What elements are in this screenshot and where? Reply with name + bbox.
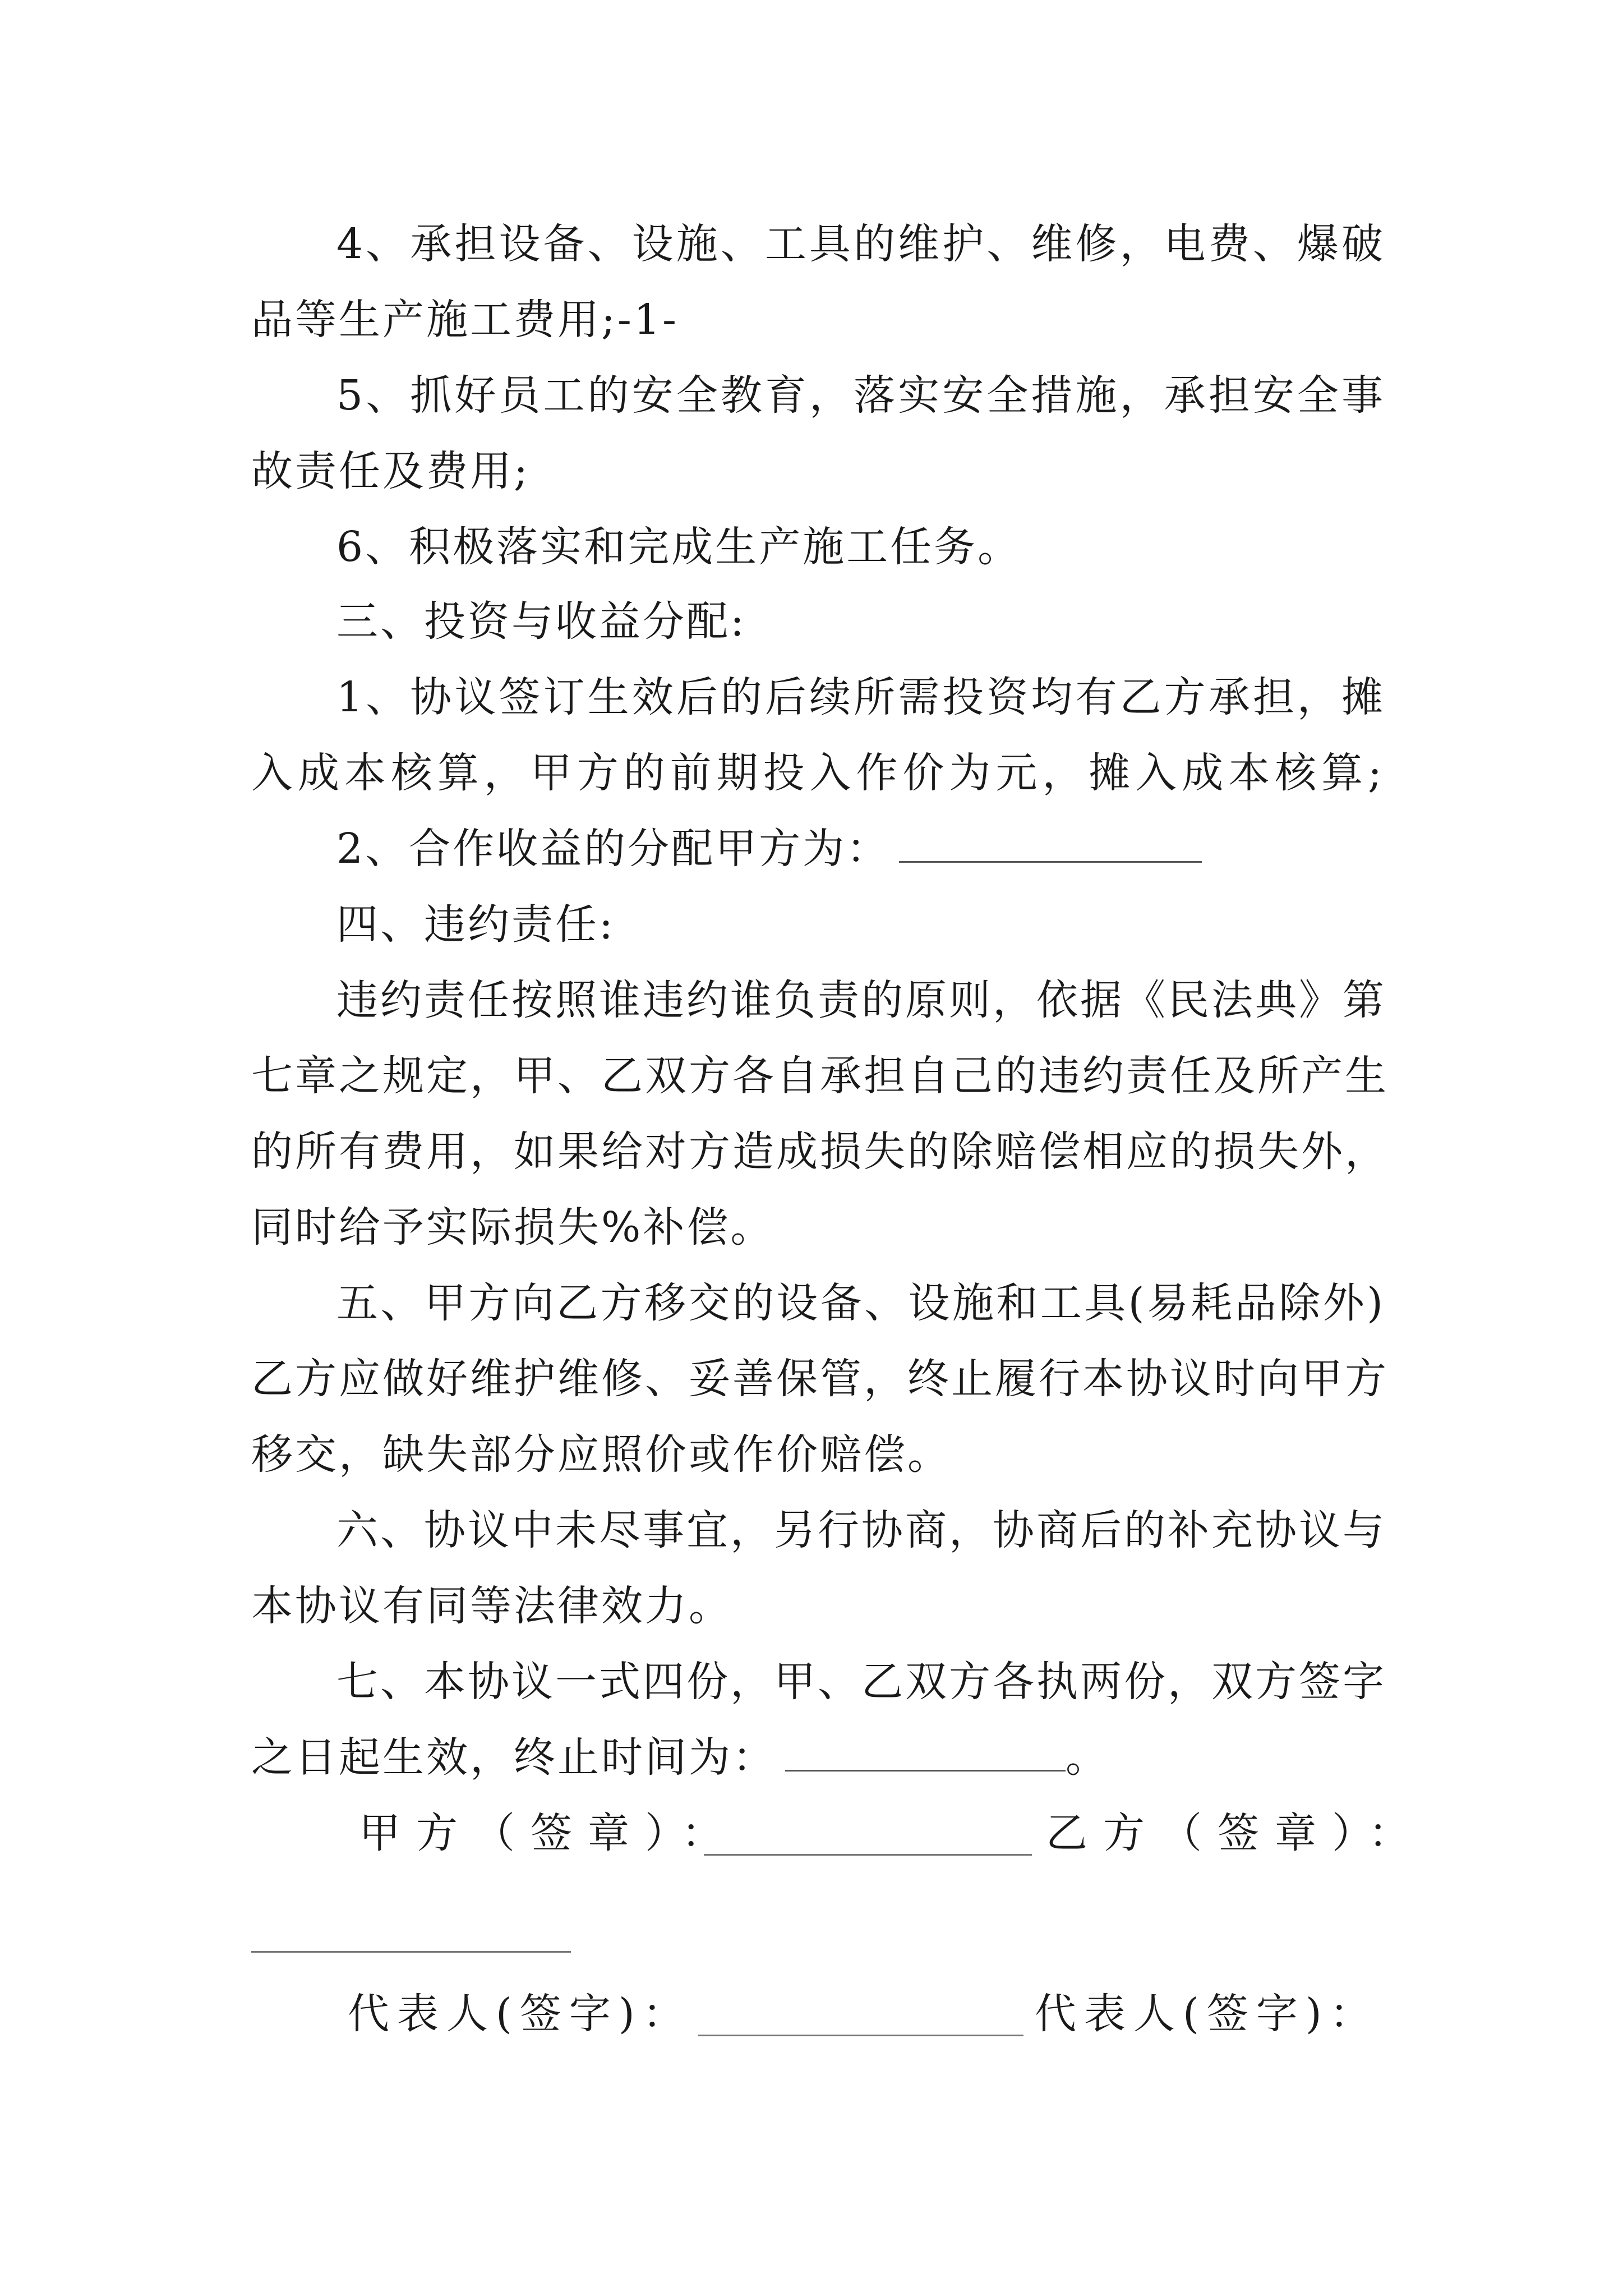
section-5-line-1: 五、甲方向乙方移交的设备、设施和工具(易耗品除外) [336, 1279, 1385, 1327]
party-a-seal-blank[interactable] [704, 1854, 1032, 1856]
clause-3-1-line-2: 入成本核算，甲方的前期投入作价为元，摊入成本核算; [251, 749, 1384, 797]
paragraph-5-line-1: 5、抓好员工的安全教育，落实安全措施，承担安全事 [336, 371, 1385, 420]
party-a-rep-blank[interactable] [698, 2035, 1023, 2036]
period-mark: 。 [1066, 1733, 1109, 1782]
section-7-line-1: 七、本协议一式四份，甲、乙双方各执两份，双方签字 [336, 1658, 1386, 1706]
clause-3-2 [336, 821, 1385, 877]
section-6-line-2: 本协议有同等法律效力。 [251, 1582, 732, 1630]
section-4-line-4: 同时给予实际损失%补偿。 [251, 1203, 774, 1251]
paragraph-5-line-2: 故责任及费用; [251, 447, 530, 495]
section-4-line-3: 的所有费用，如果给对方造成损失的除赔偿相应的损失外， [251, 1128, 1389, 1176]
section-4-line-2: 七章之规定，甲、乙双方各自承担自己的违约责任及所产生 [251, 1052, 1389, 1100]
section-7-line-2 [251, 1729, 1384, 1786]
clause-3-1-line-1: 1、协议签订生效后的后续所需投资均有乙方承担，摊 [336, 673, 1385, 721]
party-b-seal-label: 乙方（签章）： [1046, 1809, 1426, 1857]
termination-date-label: 之日起生效，终止时间为： [251, 1733, 776, 1782]
paragraph-6: 6、积极落实和完成生产施工任务。 [336, 523, 1022, 571]
paragraph-4-line-2: 品等生产施工费用;-1- [251, 296, 679, 344]
party-a-seal-label: 甲方（签章）： [359, 1809, 739, 1857]
party-b-seal-blank[interactable] [251, 1951, 571, 1953]
section-6-line-1: 六、协议中未尽事宜，另行协商，协商后的补充协议与 [336, 1506, 1386, 1554]
section-5-line-2: 乙方应做好维护维修、妥善保管，终止履行本协议时向甲方 [251, 1355, 1389, 1403]
section-3-heading: 三、投资与收益分配: [336, 597, 746, 646]
clause-3-2-text: 2、合作收益的分配甲方为： [336, 825, 891, 873]
section-5-line-3: 移交，缺失部分应照价或作价赔偿。 [251, 1430, 951, 1479]
party-b-rep-label: 代表人(签字)： [1035, 1990, 1379, 2038]
termination-date-blank[interactable] [785, 1731, 1066, 1772]
section-4-heading: 四、违约责任: [336, 900, 615, 949]
party-a-rep-label: 代表人(签字)： [348, 1990, 692, 2038]
section-4-line-1: 违约责任按照谁违约谁负责的原则，依据《民法典》第 [336, 976, 1386, 1024]
paragraph-4-line-1: 4、承担设备、设施、工具的维护、维修，电费、爆破 [336, 220, 1385, 268]
party-a-share-blank[interactable] [899, 822, 1202, 863]
